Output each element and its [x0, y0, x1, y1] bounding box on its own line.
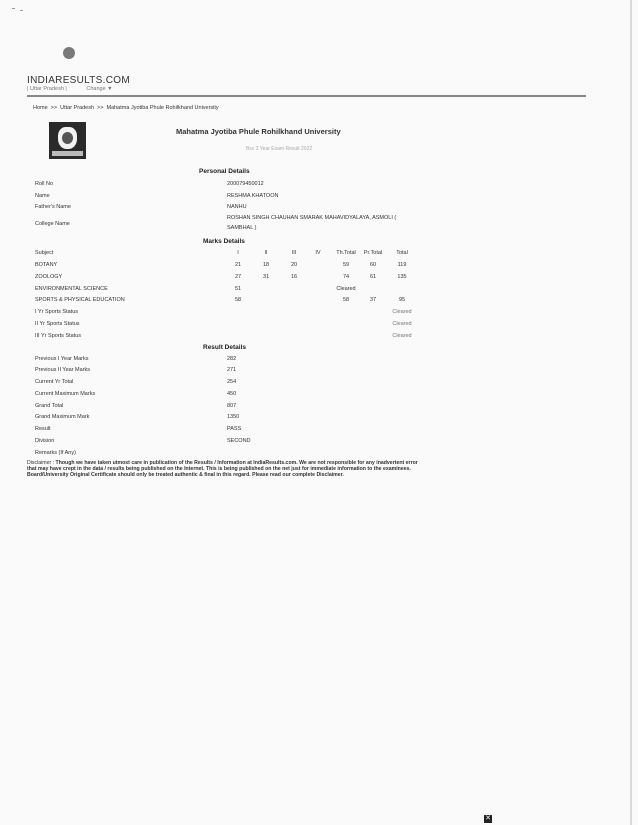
roll-value: 200079450012 — [227, 181, 264, 187]
marks-cell: 21 — [234, 262, 242, 268]
scan-speck — [20, 10, 23, 11]
marks-row-subject: III Yr Sports Status — [35, 333, 82, 339]
marks-cell: 27 — [234, 274, 242, 280]
marks-row-subject: BOTANY — [35, 262, 58, 268]
scan-speck — [12, 8, 15, 9]
result-heading: Result Details — [203, 344, 246, 351]
marks-cell: 58 — [234, 297, 242, 303]
result-label: Previous II Year Marks — [35, 367, 91, 373]
marks-column-header: Total — [396, 250, 408, 256]
marks-cell: 60 — [369, 262, 377, 268]
site-logo[interactable]: INDIARESULTS.COM — [27, 75, 130, 86]
university-title: Mahatma Jyotiba Phule Rohilkhand University — [176, 127, 341, 136]
college-label: College Name — [35, 221, 70, 227]
marks-cell: 95 — [398, 297, 406, 303]
marks-cell: 58 — [342, 297, 350, 303]
globe-icon — [63, 47, 75, 59]
site-subnav — [27, 86, 131, 92]
marks-cell: 37 — [369, 297, 377, 303]
change-link[interactable]: Change ▼ — [86, 86, 113, 92]
marks-row-subject: SPORTS & PHYSICAL EDUCATION — [35, 297, 125, 303]
marks-row-subject: II Yr Sports Status — [35, 321, 80, 327]
result-label: Previous I Year Marks — [35, 356, 89, 362]
close-icon[interactable]: ✕ — [485, 815, 491, 822]
marks-column-header: IV — [315, 250, 321, 256]
page-edge — [630, 0, 632, 825]
result-label: Current Maximum Marks — [35, 391, 96, 397]
marks-cell: 16 — [290, 274, 298, 280]
marks-cell: Cleared — [392, 321, 412, 327]
marks-cell: 51 — [234, 286, 242, 292]
disclaimer-text: Though we have taken utmost care in publication of the Results / Information at IndiaResults.com. We are not responsible for any inadvertent error that may have crept in the data / results being published on the Internet. This is being published on the net just for immediate information to the examinees. Board/University Original Certificate should only be treated authentic & final in this regard. Please read our complete — [27, 460, 418, 479]
marks-column-header: Th.Total — [336, 250, 356, 256]
disclaimer-link[interactable]: Disclaimer. — [316, 472, 344, 479]
marks-cell: 59 — [342, 262, 350, 268]
marks-cell: 20 — [290, 262, 298, 268]
marks-column-header: I — [237, 250, 239, 256]
marks-cell: Cleared — [392, 333, 412, 339]
disclaimer-prefix: Disclaimer : — [27, 460, 56, 466]
breadcrumb-sep: >> — [97, 105, 104, 111]
header-divider — [27, 95, 586, 97]
marks-cell: 74 — [342, 274, 350, 280]
breadcrumb — [33, 105, 222, 111]
result-label: Current Yr Total — [35, 379, 74, 385]
result-label: Grand Total — [35, 403, 64, 409]
marks-column-header: II — [264, 250, 268, 256]
result-value: 254 — [227, 379, 237, 385]
marks-column-header: III — [291, 250, 297, 256]
result-value: 282 — [227, 356, 237, 362]
marks-cell: 18 — [262, 262, 270, 268]
result-label: Division — [35, 438, 55, 444]
university-crest-icon — [49, 122, 86, 159]
result-value: 1350 — [227, 414, 240, 420]
result-value: 807 — [227, 403, 237, 409]
marks-cell: 119 — [397, 262, 407, 268]
result-value: 450 — [227, 391, 237, 397]
state-label: | Uttar Pradesh | — [27, 86, 67, 92]
marks-row-subject: I Yr Sports Status — [35, 309, 79, 315]
breadcrumb-sep: >> — [50, 105, 58, 111]
name-value: RESHMA KHATOON — [227, 193, 279, 199]
result-value: 271 — [227, 367, 237, 373]
marks-column-header: Pr.Total — [363, 250, 383, 256]
breadcrumb-home[interactable]: Home — [33, 105, 48, 111]
marks-cell: 61 — [369, 274, 377, 280]
college-value: ROSHAN SINGH CHAUHAN SMARAK MAHAVIDYALAYA, ASMOLI ( SAMBHAL ) — [227, 215, 397, 231]
name-label: Name — [35, 193, 50, 199]
marks-heading: Marks Details — [203, 238, 245, 245]
marks-cell: 31 — [262, 274, 270, 280]
exam-title: Bsc 3 Year Exam Result 2022 — [246, 146, 313, 152]
personal-heading: Personal Details — [199, 168, 250, 175]
disclaimer — [27, 460, 427, 479]
result-value: SECOND — [227, 438, 251, 444]
roll-label: Roll No — [35, 181, 54, 187]
marks-cell: Cleared — [336, 286, 356, 292]
marks-row-subject: ZOOLOGY — [35, 274, 63, 280]
breadcrumb-state[interactable]: Uttar Pradesh — [60, 105, 95, 111]
result-label: Grand Maximum Mark — [35, 414, 90, 420]
result-value: PASS — [227, 426, 242, 432]
marks-row-subject: ENVIRONMENTAL SCIENCE — [35, 286, 108, 292]
breadcrumb-university[interactable]: Mahatma Jyotiba Phule Rohilkhand University — [106, 105, 219, 111]
marks-cell: Cleared — [392, 309, 412, 315]
father-value: NANHU — [227, 204, 247, 210]
result-label: Remarks (If Any) — [35, 450, 76, 456]
marks-column-header: Subject — [35, 250, 54, 256]
marks-cell: 135 — [397, 274, 407, 280]
result-label: Result — [35, 426, 51, 432]
father-label: Father's Name — [35, 204, 71, 210]
